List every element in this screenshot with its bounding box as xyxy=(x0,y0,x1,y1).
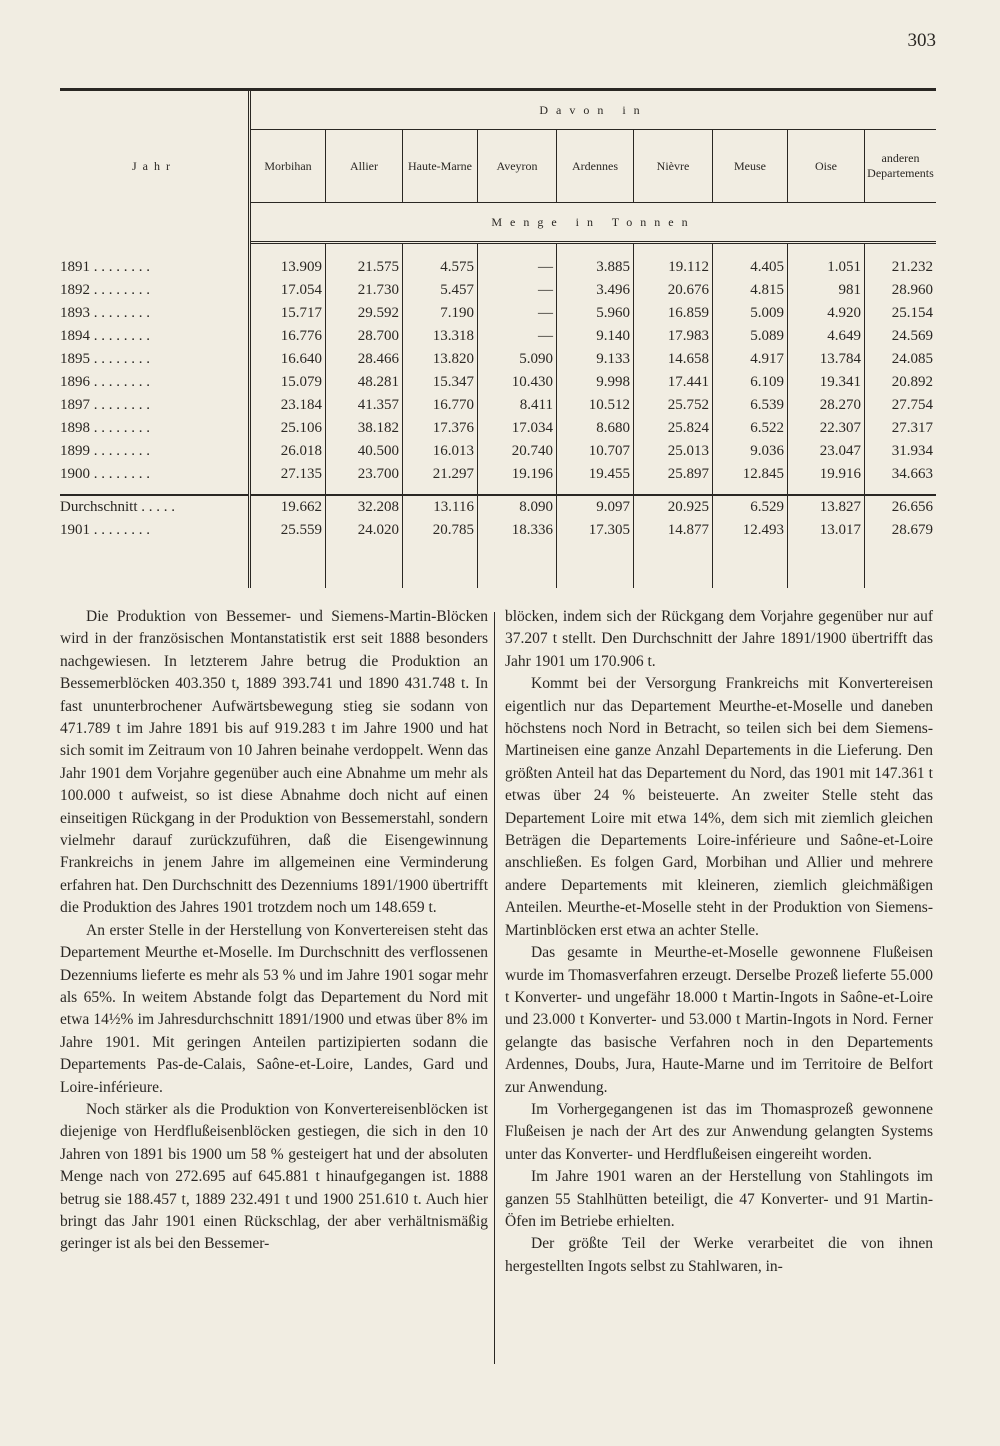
cell: 17.441 xyxy=(634,371,713,394)
row-label: 1900 . . . . . . . . xyxy=(60,463,250,486)
column-divider xyxy=(494,612,495,1364)
cell: 21.232 xyxy=(891,259,933,275)
cell: 8.090 xyxy=(478,495,557,519)
year-row xyxy=(60,417,936,440)
header-menge: Menge in Tonnen xyxy=(250,203,937,243)
cell: 6.529 xyxy=(713,495,788,519)
cell: 16.776 xyxy=(250,325,326,348)
row-label: 1898 . . . . . . . . xyxy=(60,417,250,440)
year-row xyxy=(60,463,936,486)
year-row xyxy=(60,440,936,463)
row-label: Durchschnitt . . . . . xyxy=(60,495,250,519)
row-1901 xyxy=(60,519,936,542)
year-row xyxy=(60,279,936,302)
cell: 24.569 xyxy=(891,328,933,344)
year-row xyxy=(60,394,936,417)
cell: 21.297 xyxy=(403,463,478,486)
cell: 19.196 xyxy=(478,463,557,486)
cell: 17.034 xyxy=(478,417,557,440)
header-nievre: Nièvre xyxy=(634,130,713,203)
cell: 25.752 xyxy=(634,394,713,417)
cell: 3.496 xyxy=(557,279,634,302)
header-allier: Allier xyxy=(326,130,403,203)
header-davon: Davon in xyxy=(250,91,937,130)
cell: 28.466 xyxy=(326,348,403,371)
cell: 5.457 xyxy=(403,279,478,302)
row-label: 1901 . . . . . . . . xyxy=(60,519,250,542)
cell: 6.522 xyxy=(713,417,788,440)
cell: 21.575 xyxy=(326,256,403,279)
cell: 32.208 xyxy=(326,495,403,519)
right-text-column xyxy=(505,606,933,1278)
cell: 17.305 xyxy=(557,519,634,542)
year-row xyxy=(60,302,936,325)
cell: 28.679 xyxy=(891,522,933,538)
cell: 19.455 xyxy=(557,463,634,486)
cell: 25.013 xyxy=(634,440,713,463)
year-row xyxy=(60,371,936,394)
cell: 28.700 xyxy=(326,325,403,348)
cell: 20.925 xyxy=(634,495,713,519)
cell: 10.430 xyxy=(478,371,557,394)
row-label: 1893 . . . . . . . . xyxy=(60,302,250,325)
row-label: 1899 . . . . . . . . xyxy=(60,440,250,463)
row-label: 1897 . . . . . . . . xyxy=(60,394,250,417)
cell: 7.190 xyxy=(403,302,478,325)
page-number: 303 xyxy=(907,30,936,51)
cell: 13.017 xyxy=(788,519,865,542)
row-label: 1896 . . . . . . . . xyxy=(60,371,250,394)
paragraph-continuation: blöcken, indem sich der Rückgang dem Vorjahre gegenüber nur auf 37.207 t stellt. Den Durchschnitt der Jahre 1891/1900 übertrifft das Jahr 1901 um 170.906 t. xyxy=(505,608,933,670)
cell: 34.663 xyxy=(891,466,933,482)
cell: 27.317 xyxy=(891,420,933,436)
cell: 4.920 xyxy=(788,302,865,325)
cell: 10.707 xyxy=(557,440,634,463)
cell: 26.656 xyxy=(865,495,937,519)
paragraph: Der größte Teil der Werke verarbeitet die von ihnen hergestellten Ingots selbst zu Stahlwaren, in- xyxy=(505,1235,933,1275)
cell: — xyxy=(478,256,557,279)
cell: — xyxy=(478,279,557,302)
cell: 9.036 xyxy=(713,440,788,463)
cell: 16.859 xyxy=(634,302,713,325)
left-text-column xyxy=(60,606,488,1256)
cell: 6.109 xyxy=(713,371,788,394)
cell: 20.676 xyxy=(634,279,713,302)
row-label: 1895 . . . . . . . . xyxy=(60,348,250,371)
cell: 31.934 xyxy=(891,443,933,459)
cell: 12.493 xyxy=(713,519,788,542)
cell: 25.154 xyxy=(891,305,933,321)
cell: 22.307 xyxy=(788,417,865,440)
cell: 13.820 xyxy=(403,348,478,371)
header-haute-marne: Haute-Marne xyxy=(403,130,478,203)
cell: 28.270 xyxy=(788,394,865,417)
cell: 15.347 xyxy=(403,371,478,394)
cell: 25.559 xyxy=(250,519,326,542)
cell: 23.047 xyxy=(788,440,865,463)
year-row xyxy=(60,256,936,279)
average-row xyxy=(60,495,936,519)
cell: 8.411 xyxy=(478,394,557,417)
cell: 17.054 xyxy=(250,279,326,302)
cell: 10.512 xyxy=(557,394,634,417)
cell: 6.539 xyxy=(713,394,788,417)
cell: 25.824 xyxy=(634,417,713,440)
cell: 20.785 xyxy=(403,519,478,542)
header-ardennes: Ardennes xyxy=(557,130,634,203)
cell: 17.376 xyxy=(403,417,478,440)
paragraph: Das gesamte in Meurthe-et-Moselle gewonnene Flußeisen wurde im Thomasverfahren erzeugt. Derselbe Prozeß lieferte 55.000 t Konverter- und ungefähr 18.000 t Martin-Ingots in Saône-et-Loire und 23.000 t Konverter- und 53.000 t Martin-Ingots in Nord. Ferner gelangte das basische Verfahren noch in den Departements Ardennes, Doubs, Jura, Haute-Marne und im Territoire de Belfort zur Anwendung. xyxy=(505,944,933,1096)
cell: 21.730 xyxy=(326,279,403,302)
cell: 40.500 xyxy=(326,440,403,463)
cell: 23.184 xyxy=(250,394,326,417)
cell: 9.998 xyxy=(557,371,634,394)
cell: 19.112 xyxy=(634,256,713,279)
cell: 981 xyxy=(788,279,865,302)
cell: 20.892 xyxy=(891,374,933,390)
cell: 4.917 xyxy=(713,348,788,371)
cell: 4.575 xyxy=(403,256,478,279)
cell: 5.089 xyxy=(713,325,788,348)
cell: 19.341 xyxy=(788,371,865,394)
cell: 25.106 xyxy=(250,417,326,440)
cell: 48.281 xyxy=(326,371,403,394)
data-table xyxy=(60,91,936,588)
cell: 25.897 xyxy=(634,463,713,486)
cell: 1.051 xyxy=(788,256,865,279)
cell: 27.135 xyxy=(250,463,326,486)
cell: 24.020 xyxy=(326,519,403,542)
cell: 15.717 xyxy=(250,302,326,325)
cell: 26.018 xyxy=(250,440,326,463)
cell: 14.658 xyxy=(634,348,713,371)
cell: 9.097 xyxy=(557,495,634,519)
cell: 5.090 xyxy=(478,348,557,371)
cell: — xyxy=(478,325,557,348)
year-row xyxy=(60,348,936,371)
cell: 4.815 xyxy=(713,279,788,302)
row-label: 1894 . . . . . . . . xyxy=(60,325,250,348)
cell: — xyxy=(478,302,557,325)
cell: 27.754 xyxy=(891,397,933,413)
cell: 14.877 xyxy=(634,519,713,542)
production-table xyxy=(60,88,936,588)
cell: 41.357 xyxy=(326,394,403,417)
cell: 9.133 xyxy=(557,348,634,371)
cell: 16.770 xyxy=(403,394,478,417)
cell: 19.916 xyxy=(788,463,865,486)
cell: 4.405 xyxy=(713,256,788,279)
cell: 19.662 xyxy=(250,495,326,519)
row-label: 1891 . . . . . . . . xyxy=(60,256,250,279)
year-rows xyxy=(60,256,936,486)
cell: 15.079 xyxy=(250,371,326,394)
paragraph: Noch stärker als die Produktion von Konvertereisenblöcken ist diejenige von Herdflußeisenblöcken gestiegen, die sich in den 10 Jahren von 1891 bis 1900 um 58 % gesteigert hat und der absoluten Menge nach von 272.695 auf 645.881 t hinaufgegangen ist. 1888 betrug sie 188.457 t, 1889 232.491 t und 1900 251.610 t. Auch hier bringt das Jahr 1901 einen Rückschlag, der aber verhältnismäßig geringer ist als bei den Bessemer- xyxy=(60,1100,488,1253)
cell: 8.680 xyxy=(557,417,634,440)
paragraph: An erster Stelle in der Herstellung von Konvertereisen steht das Departement Meurthe et-Moselle. Im Durchschnitt des verflossenen Dezenniums lieferte es mehr als 53 % und im Jahre 1901 sogar mehr als 65%. In weitem Abstande folgt das Departement du Nord mit etwa 14½% im Jahresdurchschnitt 1891/1900 und etwas über 8% im Jahre 1901. Mit geringen Anteilen partizipierten sodann die Departements Pas-de-Calais, Saône-et-Loire, Landes, Gard und Loire-inférieure. xyxy=(60,921,488,1096)
cell: 5.960 xyxy=(557,302,634,325)
cell: 9.140 xyxy=(557,325,634,348)
cell: 13.827 xyxy=(788,495,865,519)
cell: 16.640 xyxy=(250,348,326,371)
cell: 3.885 xyxy=(557,256,634,279)
paragraph: Im Vorhergegangenen ist das im Thomasprozeß gewonnene Flußeisen je nach der Art des zur Anwendung gelangten Systems unter das Konverter- und Herdflußeisen eingereiht worden. xyxy=(505,1100,933,1163)
cell: 24.085 xyxy=(891,351,933,367)
cell: 13.784 xyxy=(788,348,865,371)
header-oise: Oise xyxy=(788,130,865,203)
cell: 5.009 xyxy=(713,302,788,325)
header-aveyron: Aveyron xyxy=(478,130,557,203)
header-meuse: Meuse xyxy=(713,130,788,203)
cell: 23.700 xyxy=(326,463,403,486)
cell: 38.182 xyxy=(326,417,403,440)
cell: 13.116 xyxy=(403,495,478,519)
cell: 29.592 xyxy=(326,302,403,325)
paragraph: Die Produktion von Bessemer- und Siemens-Martin-Blöcken wird in der französischen Montanstatistik erst seit 1888 besonders nachgewiesen. In letzterem Jahre betrug die Produktion an Bessemerblöcken 403.350 t, 1889 393.741 und 1890 431.748 t. In fast ununterbrochener Aufwärtsbewegung stieg sie sodann von 471.789 t im Jahre 1891 bis auf 919.283 t im Jahre 1900 und hat sich somit im Zeitraum von 10 Jahren beinahe verdoppelt. Wenn das Jahr 1901 dem Vorjahre gegenüber auch eine Abnahme um mehr als 100.000 t aufweist, so ist diese Abnahme doch nicht auf einen einseitigen Rückgang in der Produktion von Bessemerstahl, sondern vielmehr darauf zurückzuführen, daß die Eisengewinnung Frankreichs in jenem Jahre im allgemeinen eine Verminderung erfahren hat. Den Durchschnitt des Dezenniums 1891/1900 übertrifft die Produktion des Jahres 1901 trotzdem noch um 148.659 t. xyxy=(60,608,488,917)
cell: 13.318 xyxy=(403,325,478,348)
header-andere: anderen Departements xyxy=(867,151,934,180)
cell: 12.845 xyxy=(713,463,788,486)
row-label: 1892 . . . . . . . . xyxy=(60,279,250,302)
year-row xyxy=(60,325,936,348)
header-morbihan: Morbihan xyxy=(250,130,326,203)
cell: 20.740 xyxy=(478,440,557,463)
cell: 18.336 xyxy=(478,519,557,542)
paragraph: Kommt bei der Versorgung Frankreichs mit Konvertereisen eigentlich nur das Departement Meurthe-et-Moselle und daneben höchstens noch Nord in Betracht, so teilen sich bei dem Siemens-Martineisen eine ganze Anzahl Departements in die Lieferung. Den größten Anteil hat das Departement du Nord, das 1901 mit 147.361 t etwas über 24 % beisteuerte. An zweiter Stelle steht das Departement Loire mit etwa 14%, dem sich mit ziemlich gleichen Beträgen die Departements Loire-inférieure und Saône-et-Loire anschließen. Es folgen Gard, Morbihan und Allier und mehrere andere Departements mit kleineren, ziemlich gleichmäßigen Anteilen. Meurthe-et-Moselle steht in der Produktion von Siemens-Martinblöcken erst etwa an achter Stelle. xyxy=(505,675,933,939)
cell: 16.013 xyxy=(403,440,478,463)
cell: 13.909 xyxy=(250,256,326,279)
paragraph: Im Jahre 1901 waren an der Herstellung von Stahlingots im ganzen 55 Stahlhütten beteiligt, die 47 Konverter- und 91 Martin-Öfen im Betriebe erhielten. xyxy=(505,1168,933,1230)
header-year: Jahr xyxy=(60,91,250,243)
cell: 4.649 xyxy=(788,325,865,348)
cell: 17.983 xyxy=(634,325,713,348)
cell: 28.960 xyxy=(891,282,933,298)
